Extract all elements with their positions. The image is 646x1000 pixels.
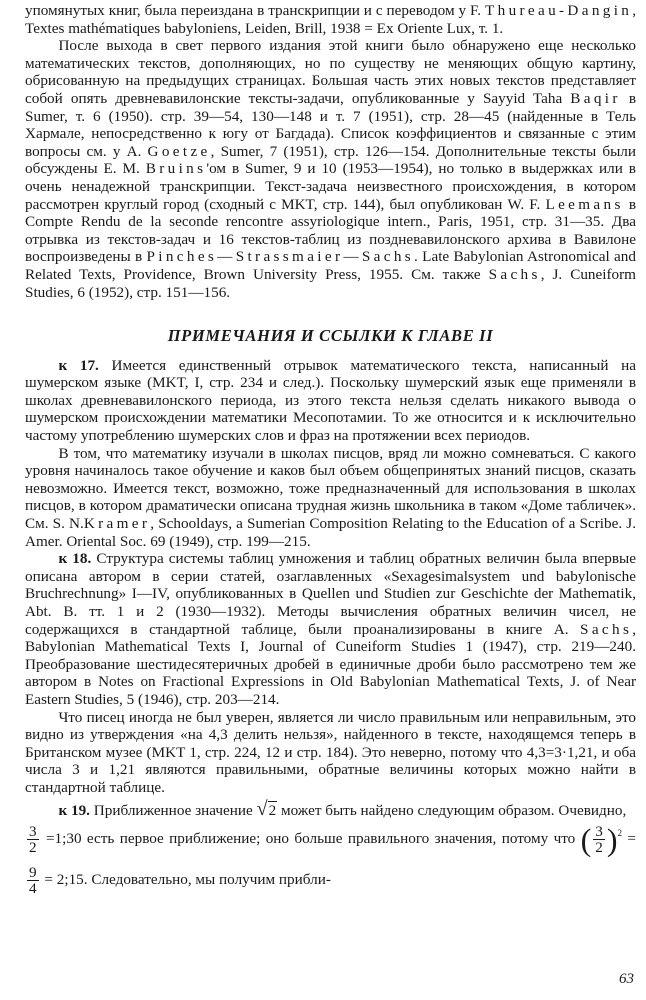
note-18-para2: Что писец иногда не был уверен, является ли число правильным или неправильным, это видно из утверждения «на 4,3 делить нельзя», найденного в тексте, находящемся теперь в Британском музее (MKT 1, стр. 224, 12 и стр. 184). Это неверно, потому что 4,3=3·1,21, и оба числа 3 и 1,21 являются правильными, обратные величины которых можно найти в стандартной таблице. — [25, 708, 636, 796]
author-name: Leemans — [545, 195, 624, 213]
note-19-math: $\frac{3}{2}$ =1;30 есть первое приближение; оно больше правильного значения, потому что ( $\frac{3}{2}$ )$^2$ = $\frac{9}{4}$ = 2;15. Следовательно, мы получим прибли- — [29, 821, 636, 897]
fraction-three-halves: $\frac{3}{2}$ — [29, 823, 37, 857]
paragraph-continued: упомянутых книг, была переиздана в транскрипции и с переводом у F. Thureau-Dangin, Textes mathématiques babyloniens, Leiden, Brill, 1938 = Ex Oriente Lux, т. 1. — [25, 2, 636, 37]
paren-open: ( — [580, 821, 592, 858]
paragraph-new-texts: После выхода в свет первого издания этой книги было обнаружено еще несколько математических текстов, дополняющих, но по существу не меняющих общую картину, обрисованную на предыдущих страницах. Большая часть этих новых текстов представляет собой опять древневавилонские тексты-задачи, опубликованные у Sayyid Taha Baqir в Sumer, т. 6 (1950). стр. 39—54, 130—148 и т. 7 (1951), стр. 28—45 (найденные в Тель Хармале, непосредственно к югу от Багдада). Список коэффициентов и связанные с этим вопросы см. у A. Goetze, Sumer, 7 (1951), стр. 126—154. Дополнительные тексты были обсуждены E. M. Bruins'ом в Sumer, 9 и 10 (1953—1954), но только в выдержках или в очень ненадежной транскрипции. Текст-задача неизвестного происхождения, в котором рассмотрен круглый город (сходный с MKT, стр. 144), был опубликован W. F. Leemans в Compte Rendu de la seconde rencontre assyriologique intern., Paris, 1951, стр. 31—35. Два отрывка из текстов-задач и 16 текстов-таблиц из поздневавилонского архива в Вавилоне воспроизведены в Pinches—Strassmaier—Sachs. Late Babylonian Astronomical and Related Texts, Providence, Brown University Press, 1955. См. также Sachs, J. Cuneiform Studies, 6 (1952), стр. 151—156. — [25, 37, 637, 301]
paren-close: ) — [606, 821, 618, 858]
author-name: Goetze — [147, 142, 211, 160]
author-name: Kramer — [83, 515, 151, 533]
note-17-para2: В том, что математику изучали в школах писцов, вряд ли можно сомневаться. С какого уровня начиналось такое обучение и каков был объем общепринятых знаний писцов, сказать невозможно. Имеется текст, возможно, тоже предназначенный для использования в школах писцов, в котором драматически описана трудная жизнь школьника в таком «Доме табличек». См. S. N.Kramer, Schooldays, a Sumerian Composition Relating to the Education of a Scribe. J. Amer. Oriental Soc. 69 (1949), стр. 199—215. — [25, 444, 636, 550]
note-label: к 17. — [58, 356, 99, 374]
chapter-notes-heading: ПРИМЕЧАНИЯ И ССЫЛКИ К ГЛАВЕ II — [167, 326, 494, 346]
author-name: Thureau-Dangin — [485, 2, 633, 19]
note-label: к 18. — [58, 550, 92, 568]
exponent: 2 — [617, 828, 623, 839]
author-name: Bruins — [145, 160, 207, 178]
note-19: к 19. Приближенное значение √2 может быть найдено следующим образом. Очевидно, — [58, 797, 627, 820]
sqrt-argument: 2 — [268, 801, 277, 819]
page-number: 63 — [619, 971, 634, 987]
author-name: Pinches—Strassmaier—Sachs — [146, 248, 415, 266]
author-name: Sachs — [488, 265, 541, 283]
note-label: к 19. — [58, 801, 90, 819]
fraction-three-halves-squared: $\frac{3}{2}$ — [595, 823, 603, 857]
sqrt-sign: √ — [256, 797, 268, 820]
author-name: Baqir — [570, 89, 621, 107]
author-name: Sachs — [580, 620, 633, 638]
note-18: к 18. Структура системы таблиц умножения и таблиц обратных величин была впервые описана автором в серии статей, озаглавленных «Sexagesimalsystem und babylonische Bruchrechnung» I—IV, опубликованных в Quellen und Studien zur Geschichte der Mathematik, Abt. B. тт. 1 и 2 (1930—1932). Методы вычисления обратных величин чисел, не содержащихся в стандартной таблице, были проанализированы в книге A. Sachs, Babylonian Mathematical Texts I, Journal of Cuneiform Studies 1 (1947), стр. 219—240. Преобразование шестидесятеричных дробей в единичные дроби было рассмотрено тем же автором в Notes on Fractional Expressions in Old Babylonian Mathematical Texts, J. of Near Eastern Studies, 5 (1946), стр. 203—214. — [25, 550, 636, 708]
fraction-nine-quarters: $\frac{9}{4}$ — [29, 863, 37, 897]
note-17: к 17. Имеется единственный отрывок математического текста, написанный на шумерском языке (MKT, I, стр. 234 и след.). Поскольку шумерский язык еще применяли в школах древневавилонского периода, из этого текста нельзя сделать никакого вывода о шумерском происхождении математики Месопотамии. То же относится и к исключительно частому употреблению шумерских слов и фраз на протяжении всех периодов. — [25, 356, 636, 445]
document-page — [25, 2, 636, 900]
